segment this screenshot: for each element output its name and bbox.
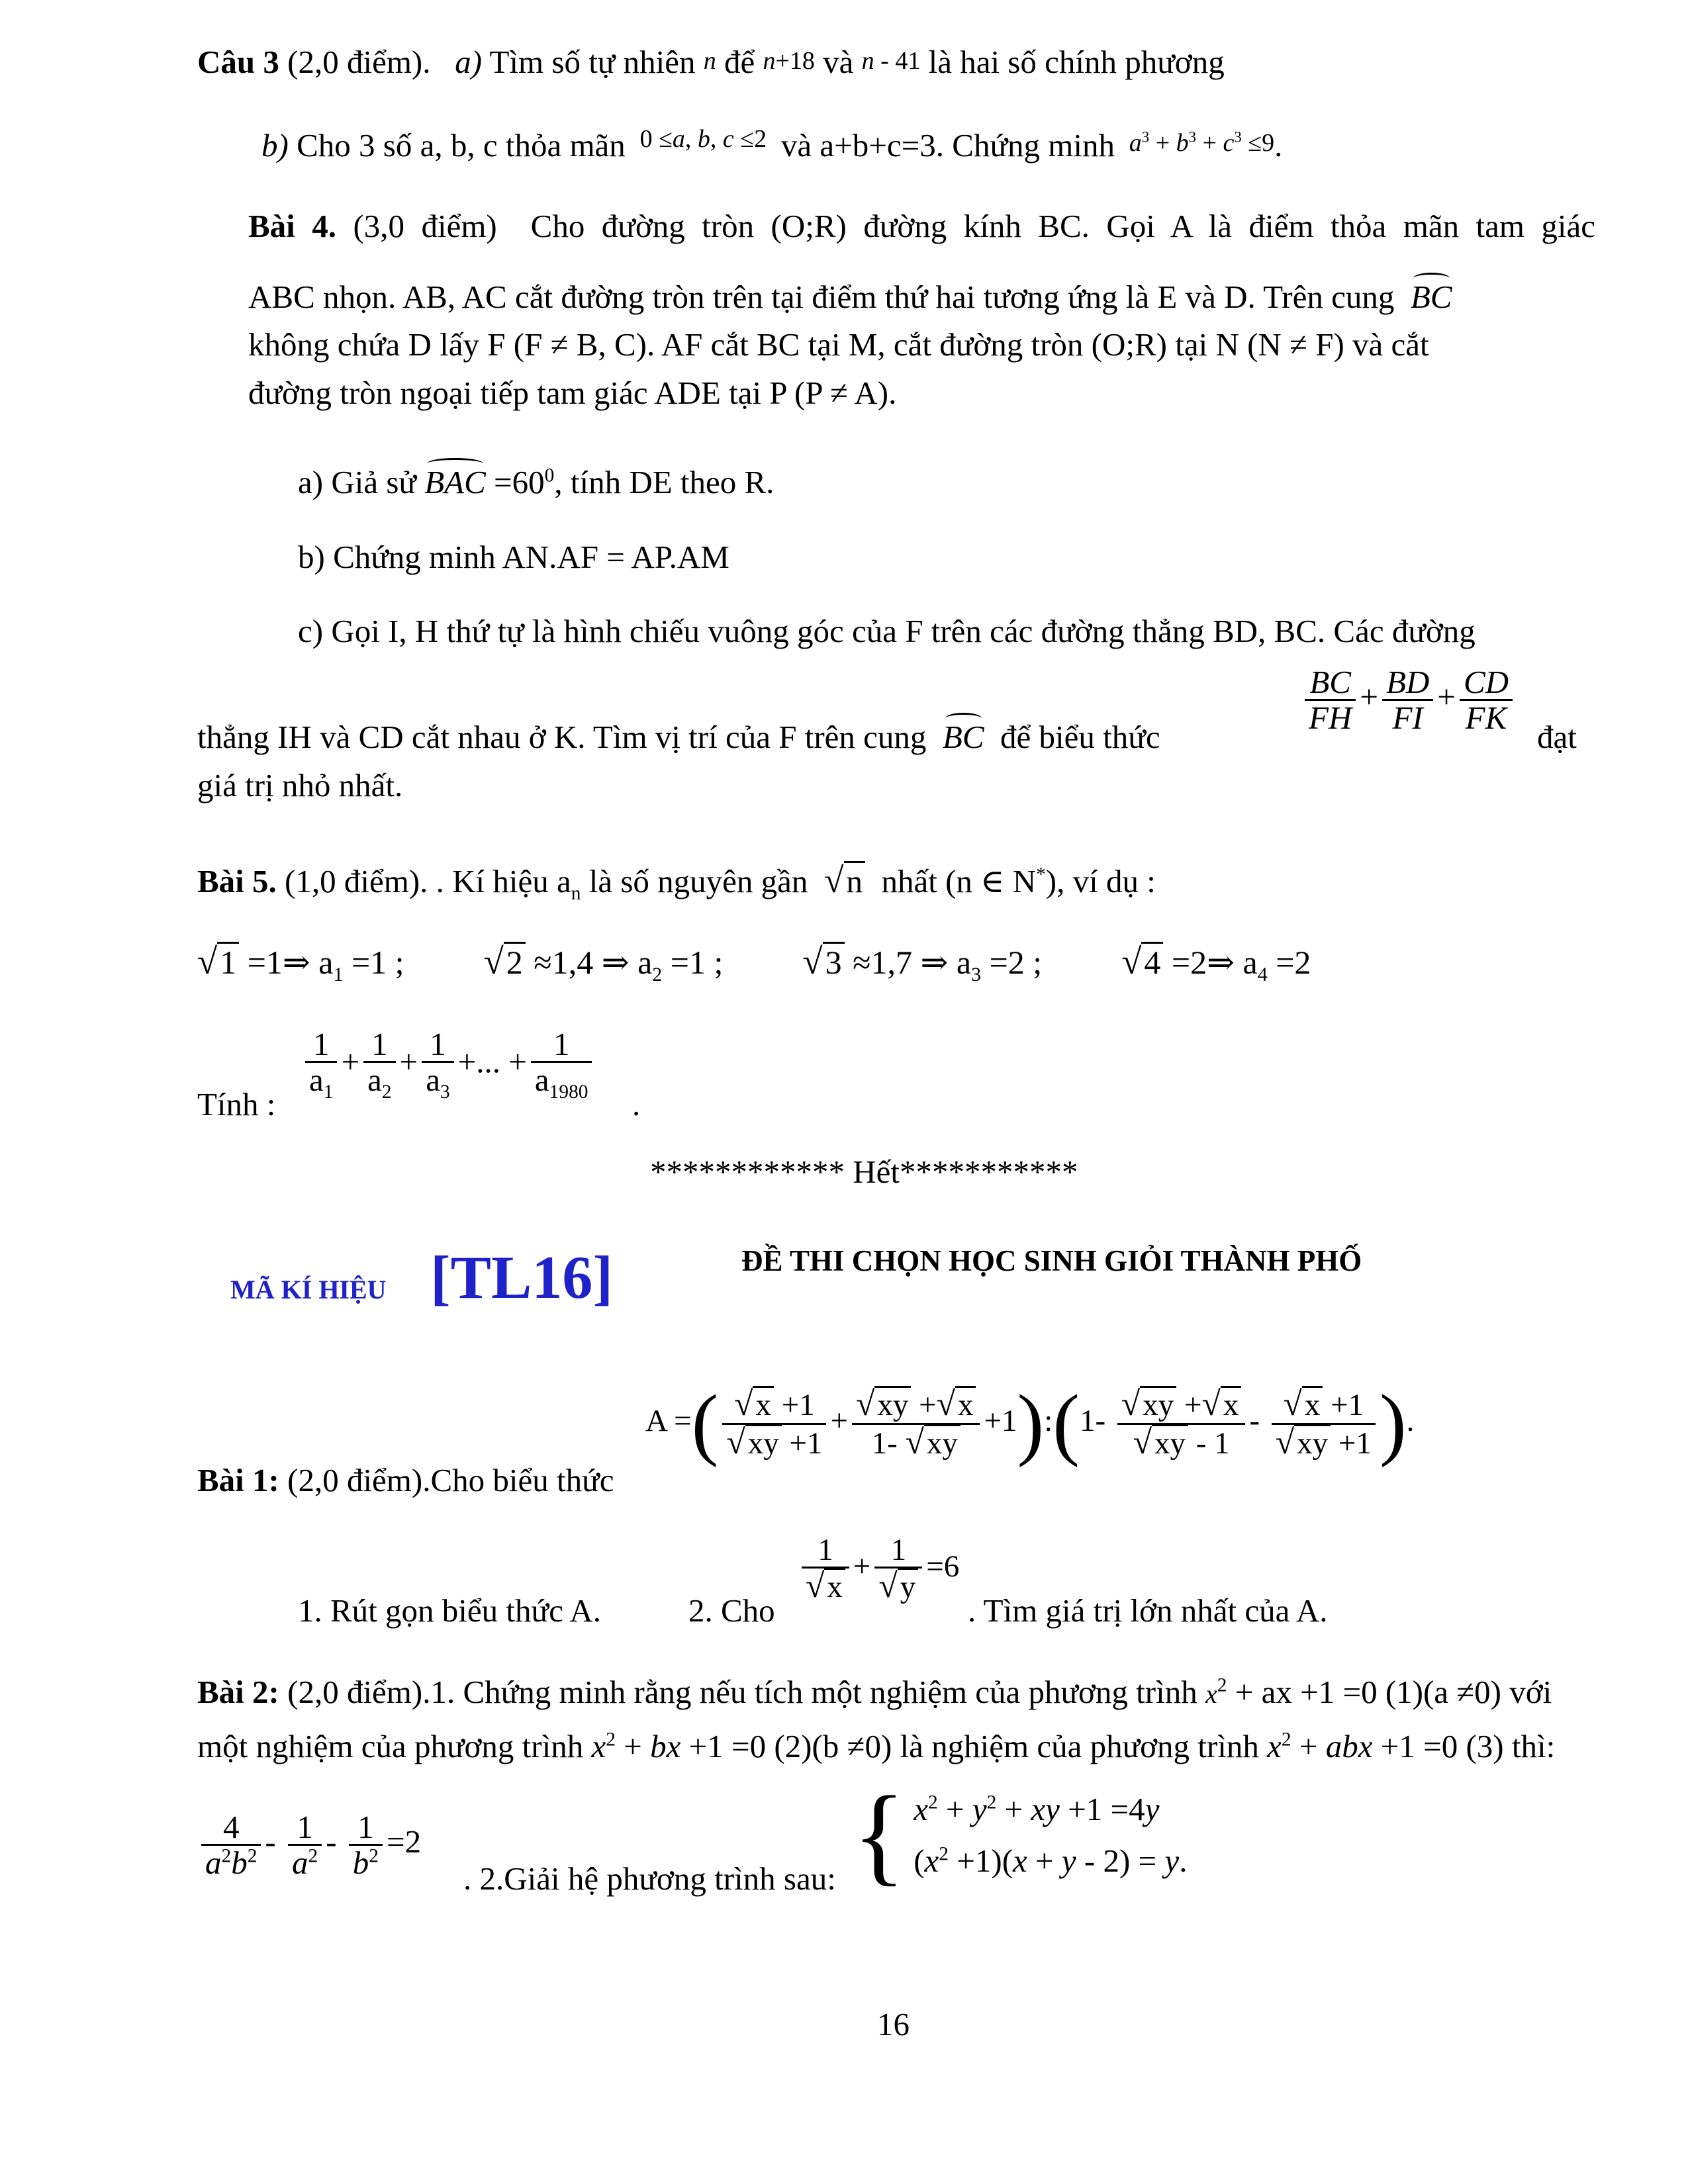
bai2-line1: Bài 2: (2,0 điểm).1. Chứng minh rằng nếu tích một nghiệm của phương trình $x^2$ + ax +1 =0 (1)(a ≠0) với bbox=[197, 1674, 1552, 1710]
code-label: MÃ KÍ HIỆU bbox=[230, 1275, 387, 1304]
bai2-line3: . 2.Giải hệ phương trình sau: bbox=[463, 1860, 836, 1897]
bai4-c2: thẳng IH và CD cắt nhau ở K. Tìm vị trí của F trên cung BC để biểu thức bbox=[197, 718, 1160, 757]
bai1-label: Bài 1: bbox=[197, 1462, 279, 1498]
bai4-line4: đường tròn ngoại tiếp tam giác ADE tại P (P ≠ A). bbox=[248, 375, 897, 411]
bai4-label: Bài 4. bbox=[248, 208, 336, 244]
bai2-label: Bài 2: bbox=[197, 1674, 279, 1710]
cau3-label: Câu 3 bbox=[197, 44, 279, 80]
bai4-line2: ABC nhọn. AB, AC cắt đường tròn trên tại điểm thứ hai tương ứng là E và D. Trên cung BC bbox=[248, 278, 1452, 317]
bai5-line1: Bài 5. (1,0 điểm). . Kí hiệu $a_n$ là số nguyên gần √n nhất (n ∈ N*), ví dụ : bbox=[197, 860, 1156, 904]
bai4-line1: Bài 4. (3,0 điểm) Cho đường tròn (O;R) đường kính BC. Gọi A là điểm thỏa mãn tam giác bbox=[248, 208, 1596, 244]
bai1-expression: A =( $\frac{√x +1}{√xy +1}$ + $\frac{√xy +√x}{1- √xy}$ +1):(1- $\frac{√xy +√x}{√xy - 1}$ - $\frac{√x +1}{√xy +1}$ ). bbox=[645, 1379, 1415, 1468]
bai4-c1: c) Gọi I, H thứ tự là hình chiếu vuông góc của F trên các đường thẳng BD, BC. Các đường bbox=[298, 613, 1476, 649]
cau3-a-line: Câu 3 (2,0 điểm). a) Tìm số tự nhiên n để n+18 và n - 41 là hai số chính phương bbox=[197, 44, 1225, 80]
end-marker: ************ Hết*********** bbox=[650, 1154, 1078, 1190]
bai1-q2a: 2. Cho bbox=[688, 1592, 775, 1629]
bai1-q1: 1. Rút gọn biểu thức A. bbox=[298, 1592, 602, 1629]
bai4-b: b) Chứng minh AN.AF = AP.AM bbox=[298, 539, 729, 575]
bai4-line3: không chứa D lấy F (F ≠ B, C). AF cắt BC tại M, cắt đường tròn (O;R) tại N (N ≠ F) và cắt bbox=[248, 326, 1429, 363]
bai4-a: a) Giả sử BAC $=60^0$, tính DE theo R. bbox=[298, 463, 774, 502]
code-badge: [TL16] bbox=[430, 1244, 613, 1311]
bai1-line: Bài 1: (2,0 điểm).Cho biểu thức bbox=[197, 1462, 614, 1498]
arc-bc-symbol: BC bbox=[1411, 278, 1452, 317]
bai4-c3: giá trị nhỏ nhất. bbox=[197, 767, 403, 803]
bai5-sum-expr: $\frac{1}{a_1}$ + $\frac{1}{a_2}$ + $\frac{1}{a_3}$ +... + $\frac{1}{a_{1980}}$ bbox=[301, 1027, 596, 1103]
page-number: 16 bbox=[877, 2006, 910, 2042]
cau3-b-line: b) Cho 3 số a, b, c thỏa mãn $^{0 \le a, b, c \le 2}$ và a+b+c=3. Chứng minh $a^3 + b^3 + c^3 \le 9$. bbox=[261, 125, 1283, 163]
bai5-examples: √1 =1⇒ $a_1 =1$ ; √2 ≈1,4 ⇒ $a_2 =1$ ; √3 ≈1,7 ⇒ $a_3 =2$ ; √4 =2⇒ $a_4 =2$ bbox=[197, 941, 1311, 985]
exam-title: ĐỀ THI CHỌN HỌC SINH GIỎI THÀNH PHỐ bbox=[741, 1244, 1362, 1277]
bai4-c-fraction-expr: $\frac{BC}{FH}$ + $\frac{BD}{FI}$ + $\frac{CD}{FK}$ bbox=[1301, 665, 1517, 735]
bai5-tinh: Tính : bbox=[197, 1086, 276, 1122]
bai2-line2: một nghiệm của phương trình $x^2$ + bx +1 =0 (2)(b ≠0) là nghiệm của phương trình $x^2$ + abx +1 =0 (3) thì: bbox=[197, 1728, 1556, 1764]
bai1-condition: $\frac{1}{√x}$ + $\frac{1}{√y}$ =6 bbox=[798, 1534, 959, 1605]
bai2-system: { $x^2 + y^2$ + xy +1 =4y $(x^2 +1)(x + y - 2) = y$. bbox=[853, 1774, 1188, 1896]
bai4-c2-end: đạt bbox=[1537, 719, 1577, 755]
bai2-identity: $\frac{4}{a^2b^2}$ - $\frac{1}{a^2}$ - $\frac{1}{b^2}$ =2 bbox=[197, 1810, 421, 1880]
bai1-q2b: . Tìm giá trị lớn nhất của A. bbox=[968, 1592, 1328, 1629]
bai5-label: Bài 5. bbox=[197, 863, 277, 899]
